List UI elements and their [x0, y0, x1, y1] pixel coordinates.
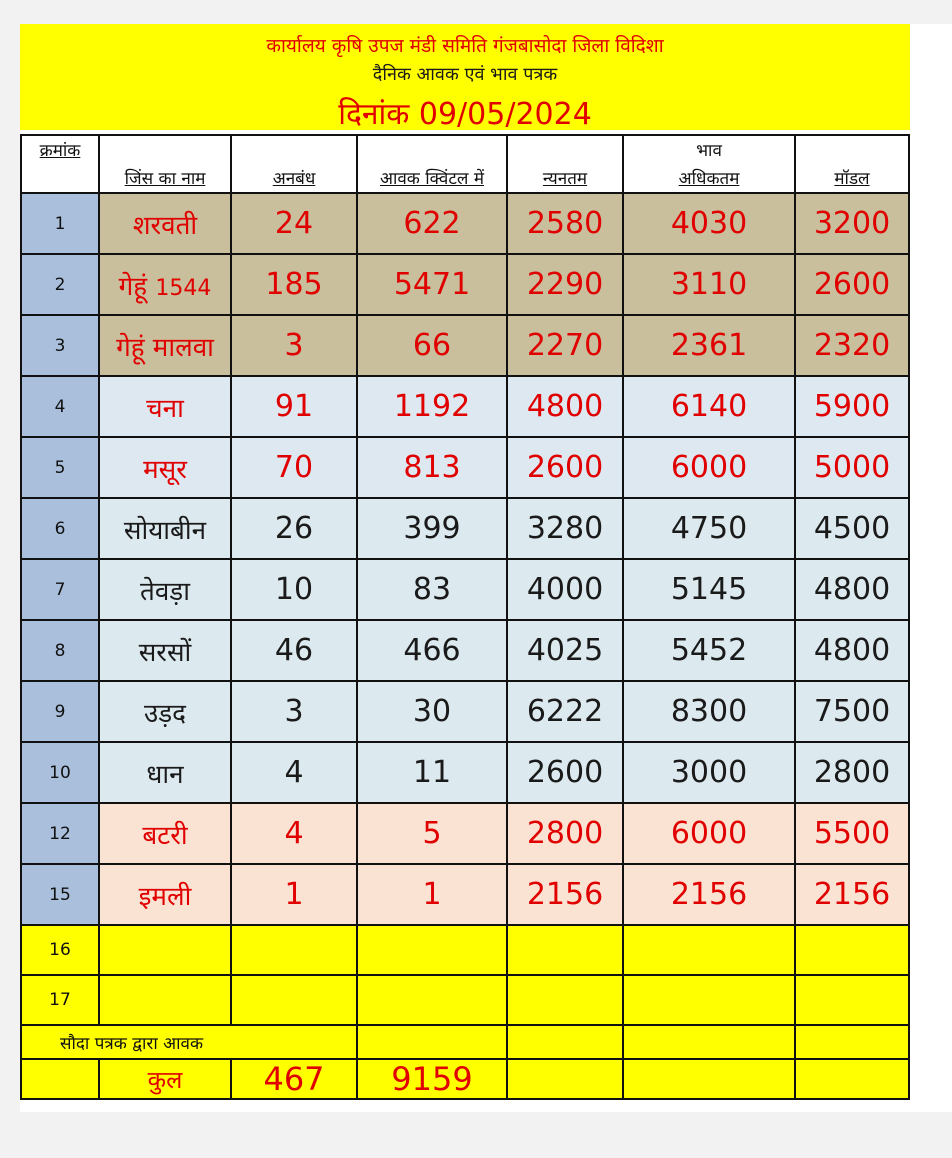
table-row: [21, 437, 909, 498]
max-price-cell: 6140: [623, 376, 795, 437]
empty-cell: [795, 1025, 909, 1059]
empty-cell: [99, 925, 231, 975]
commodity-cell: [99, 559, 231, 620]
total-contract: 467: [231, 1059, 357, 1099]
contract-cell: 4: [231, 803, 357, 864]
contract-cell: 3: [231, 681, 357, 742]
max-price-cell: 6000: [623, 803, 795, 864]
empty-cell: [795, 1059, 909, 1099]
empty-cell: [795, 975, 909, 1025]
col-commodity-header: जिंस का नाम: [99, 162, 231, 193]
empty-row: [21, 975, 909, 1025]
modal-price-cell: 3200: [795, 193, 909, 254]
min-price-cell: 2156: [507, 864, 623, 925]
contract-cell: 3: [231, 315, 357, 376]
min-price-cell: 3280: [507, 498, 623, 559]
arrival-cell: 813: [357, 437, 507, 498]
commodity-cell: [99, 803, 231, 864]
contract-cell: 4: [231, 742, 357, 803]
max-price-cell: 3110: [623, 254, 795, 315]
commodity-name: सोयाबीन: [123, 515, 207, 546]
contract-cell: 91: [231, 376, 357, 437]
header-row-bottom: [21, 162, 909, 193]
empty-cell: [357, 975, 507, 1025]
contract-cell: 1: [231, 864, 357, 925]
empty-cell: [623, 1025, 795, 1059]
price-sheet: [20, 24, 910, 1112]
commodity-cell: [99, 864, 231, 925]
modal-price-cell: 5900: [795, 376, 909, 437]
col-blank-5: [795, 135, 909, 162]
empty-cell: [623, 925, 795, 975]
min-price-cell: 2800: [507, 803, 623, 864]
min-price-cell: 6222: [507, 681, 623, 742]
contract-cell: 10: [231, 559, 357, 620]
arrival-cell: 5: [357, 803, 507, 864]
table-row: [21, 681, 909, 742]
serial-cell: 9: [21, 681, 99, 742]
col-blank-4: [507, 135, 623, 162]
table-row: [21, 559, 909, 620]
arrival-cell: 399: [357, 498, 507, 559]
empty-cell: [795, 925, 909, 975]
modal-price-cell: 2600: [795, 254, 909, 315]
commodity-name: शरवती: [132, 210, 198, 241]
min-price-cell: 2270: [507, 315, 623, 376]
serial-cell: 2: [21, 254, 99, 315]
min-price-cell: 2290: [507, 254, 623, 315]
arrival-cell: 66: [357, 315, 507, 376]
table-row: [21, 620, 909, 681]
max-price-cell: 2156: [623, 864, 795, 925]
modal-price-cell: 2156: [795, 864, 909, 925]
max-price-cell: 5452: [623, 620, 795, 681]
modal-price-cell: 5500: [795, 803, 909, 864]
commodity-cell: [99, 254, 231, 315]
serial-cell: 8: [21, 620, 99, 681]
total-label: कुल: [99, 1059, 231, 1099]
commodity-cell: [99, 620, 231, 681]
serial-cell: 10: [21, 742, 99, 803]
table-row: [21, 193, 909, 254]
modal-price-cell: 2320: [795, 315, 909, 376]
empty-cell: [507, 1025, 623, 1059]
table-row: [21, 742, 909, 803]
table-row: [21, 315, 909, 376]
commodity-name: बटरी: [142, 820, 188, 851]
sauda-row: [21, 1025, 909, 1059]
commodity-name: चना: [146, 393, 184, 424]
col-serial-sub: [21, 162, 99, 193]
col-min-header: न्यनतम: [507, 162, 623, 193]
commodity-cell: [99, 437, 231, 498]
arrival-cell: 466: [357, 620, 507, 681]
sheet-subtitle: दैनिक आवक एवं भाव पत्रक: [372, 64, 558, 85]
header-row-top: [21, 135, 909, 162]
modal-price-cell: 2800: [795, 742, 909, 803]
commodity-name: तेवड़ा: [140, 576, 190, 607]
serial-cell: 17: [21, 975, 99, 1025]
commodity-name: मसूर: [143, 454, 187, 485]
arrival-cell: 622: [357, 193, 507, 254]
modal-price-cell: 4800: [795, 559, 909, 620]
sheet-header: [20, 24, 910, 130]
empty-cell: [21, 1059, 99, 1099]
contract-cell: 185: [231, 254, 357, 315]
empty-cell: [623, 1059, 795, 1099]
empty-cell: [99, 975, 231, 1025]
contract-cell: 46: [231, 620, 357, 681]
empty-cell: [231, 975, 357, 1025]
sauda-label: सौदा पत्रक द्वारा आवक: [21, 1025, 357, 1059]
col-blank-2: [231, 135, 357, 162]
serial-cell: 3: [21, 315, 99, 376]
serial-cell: 4: [21, 376, 99, 437]
col-modal-header: मॉडल: [795, 162, 909, 193]
col-blank-3: [357, 135, 507, 162]
commodity-cell: [99, 376, 231, 437]
commodity-name: इमली: [138, 881, 192, 912]
max-price-cell: 4750: [623, 498, 795, 559]
max-price-cell: 6000: [623, 437, 795, 498]
arrival-cell: 1192: [357, 376, 507, 437]
total-arrival: 9159: [357, 1059, 507, 1099]
modal-price-cell: 7500: [795, 681, 909, 742]
max-price-cell: 8300: [623, 681, 795, 742]
max-price-cell: 5145: [623, 559, 795, 620]
serial-cell: 12: [21, 803, 99, 864]
commodity-cell: [99, 193, 231, 254]
commodity-cell: [99, 498, 231, 559]
arrival-cell: 83: [357, 559, 507, 620]
arrival-cell: 5471: [357, 254, 507, 315]
commodity-name: गेहूं: [118, 271, 148, 302]
commodity-variety: 1544: [155, 275, 212, 301]
table-row: [21, 864, 909, 925]
commodity-name: धान: [146, 759, 184, 790]
arrival-cell: 11: [357, 742, 507, 803]
office-title: कार्यालय कृषि उपज मंडी समिति गंजबासोदा जिला विदिशा: [266, 35, 664, 57]
serial-cell: 6: [21, 498, 99, 559]
commodity-cell: [99, 681, 231, 742]
table-row: [21, 254, 909, 315]
min-price-cell: 4025: [507, 620, 623, 681]
contract-cell: 24: [231, 193, 357, 254]
min-price-cell: 2600: [507, 437, 623, 498]
empty-cell: [357, 1025, 507, 1059]
contract-cell: 70: [231, 437, 357, 498]
contract-cell: 26: [231, 498, 357, 559]
empty-cell: [623, 975, 795, 1025]
serial-cell: 1: [21, 193, 99, 254]
min-price-cell: 4000: [507, 559, 623, 620]
min-price-cell: 2580: [507, 193, 623, 254]
empty-cell: [231, 925, 357, 975]
commodity-name: सरसों: [138, 637, 192, 668]
modal-price-cell: 4800: [795, 620, 909, 681]
arrival-cell: 30: [357, 681, 507, 742]
empty-cell: [507, 975, 623, 1025]
empty-cell: [357, 925, 507, 975]
page-margin: [910, 24, 952, 1112]
serial-cell: 7: [21, 559, 99, 620]
arrival-cell: 1: [357, 864, 507, 925]
col-blank-1: [99, 135, 231, 162]
min-price-cell: 2600: [507, 742, 623, 803]
col-serial-header: क्रमांक: [21, 135, 99, 162]
max-price-cell: 3000: [623, 742, 795, 803]
total-row: [21, 1059, 909, 1099]
commodity-cell: [99, 315, 231, 376]
empty-cell: [507, 1059, 623, 1099]
table-row: [21, 498, 909, 559]
serial-cell: 5: [21, 437, 99, 498]
max-price-cell: 2361: [623, 315, 795, 376]
modal-price-cell: 5000: [795, 437, 909, 498]
col-price-group-header: भाव: [623, 135, 795, 162]
modal-price-cell: 4500: [795, 498, 909, 559]
empty-row: [21, 925, 909, 975]
col-arrival-header: आवक क्विंटल में: [357, 162, 507, 193]
sheet-date: दिनांक 09/05/2024: [338, 97, 592, 132]
commodity-name: उड़द: [144, 698, 186, 729]
max-price-cell: 4030: [623, 193, 795, 254]
serial-cell: 15: [21, 864, 99, 925]
serial-cell: 16: [21, 925, 99, 975]
table-row: [21, 376, 909, 437]
min-price-cell: 4800: [507, 376, 623, 437]
col-contract-header: अनबंध: [231, 162, 357, 193]
commodity-name: गेहूं मालवा: [116, 332, 214, 363]
commodity-cell: [99, 742, 231, 803]
col-max-header: अधिकतम: [623, 162, 795, 193]
table-row: [21, 803, 909, 864]
price-table: [20, 134, 910, 1100]
empty-cell: [507, 925, 623, 975]
